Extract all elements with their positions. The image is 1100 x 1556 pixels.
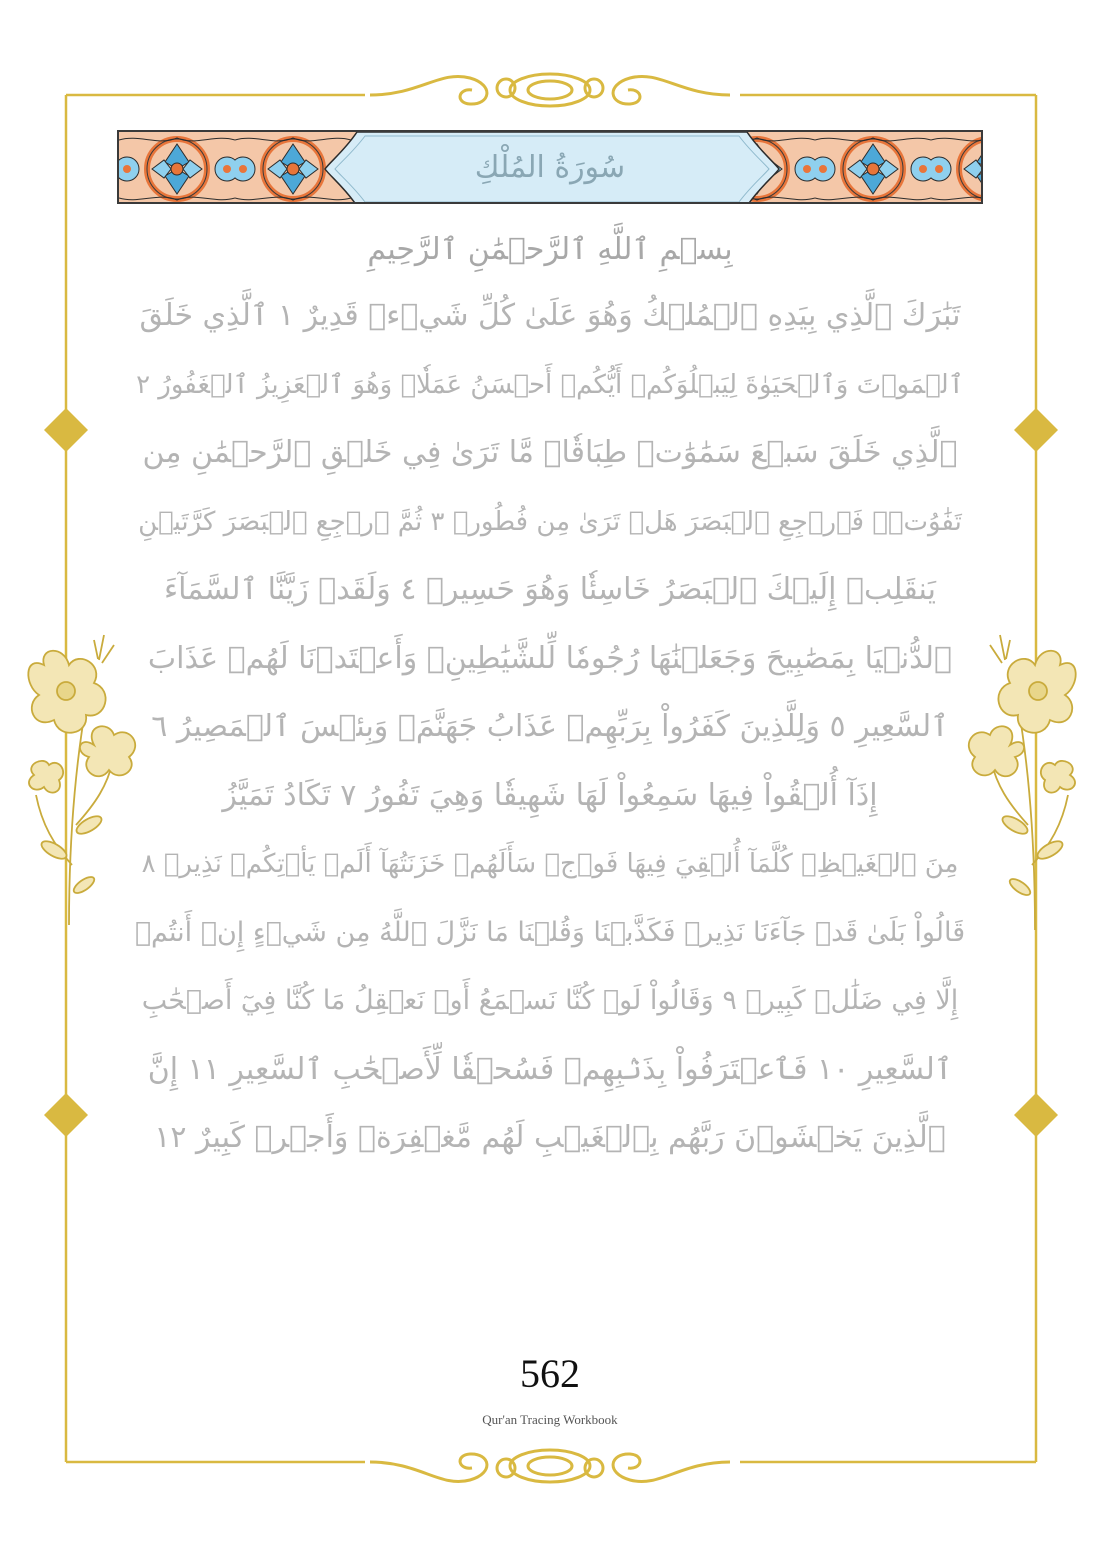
verse-line-2: ٱلۡمَوۡتَ وَٱلۡحَيَوٰةَ لِيَبۡلُوَكُمۡ أَيُّكُمۡ أَحۡسَنُ عَمَلٗاۚ وَهُوَ ٱلۡعَزِيزُ ٱلۡغَفُورُ ٢: [136, 369, 964, 400]
bottom-ornament-icon: [370, 1450, 730, 1482]
diamond-left-bottom-icon: [44, 1093, 88, 1137]
diamond-left-top-icon: [44, 408, 88, 452]
verse-line-13: ٱلَّذِينَ يَخۡشَوۡنَ رَبَّهُم بِٱلۡغَيۡبِ لَهُم مَّغۡفِرَةٞ وَأَجۡرٞ كَبِيرٌ ١٢: [154, 1120, 946, 1155]
bismillah-line: بِسۡمِ ٱللَّهِ ٱلرَّحۡمَٰنِ ٱلرَّحِيمِ: [367, 232, 733, 267]
verse-line-5: يَنقَلِبۡ إِلَيۡكَ ٱلۡبَصَرُ خَاسِئٗا وَهُوَ حَسِيرٞ ٤ وَلَقَدۡ زَيَّنَّا ٱلسَّمَآءَ: [164, 572, 936, 607]
verses-block: [130, 218, 970, 1173]
verse-line-11: إِلَّا فِي ضَلَٰلٖ كَبِيرٖ ٩ وَقَالُواْ لَوۡ كُنَّا نَسۡمَعُ أَوۡ نَعۡقِلُ مَا كُنَّا فِيٓ أَصۡحَٰبِ: [141, 985, 959, 1016]
verse-line-1: تَبَٰرَكَ ٱلَّذِي بِيَدِهِ ٱلۡمُلۡكُ وَهُوَ عَلَىٰ كُلِّ شَيۡءٖ قَدِيرٌ ١ ٱلَّذِي خَلَقَ: [139, 298, 961, 333]
verse-line-6: ٱلدُّنۡيَا بِمَصَٰبِيحَ وَجَعَلۡنَٰهَا رُجُومٗا لِّلشَّيَٰطِينِۖ وَأَعۡتَدۡنَا لَهُمۡ عَذَابَ: [147, 640, 953, 676]
diamond-right-bottom-icon: [1014, 1093, 1058, 1137]
surah-header-banner: [117, 130, 983, 204]
right-flower-icon: [960, 625, 1090, 930]
top-ornament-icon: [370, 74, 730, 106]
verse-line-8: إِذَآ أُلۡقُواْ فِيهَا سَمِعُواْ لَهَا شَهِيقٗا وَهِيَ تَفُورُ ٧ تَكَادُ تَمَيَّزُ: [222, 777, 878, 813]
verse-line-3: ٱلَّذِي خَلَقَ سَبۡعَ سَمَٰوَٰتٖ طِبَاقٗاۖ مَّا تَرَىٰ فِي خَلۡقِ ٱلرَّحۡمَٰنِ مِن: [142, 435, 958, 470]
page-number: 562: [520, 1351, 580, 1396]
verse-line-4: تَفَٰوُتٖۖ فَٱرۡجِعِ ٱلۡبَصَرَ هَلۡ تَرَىٰ مِن فُطُورٖ ٣ ثُمَّ ٱرۡجِعِ ٱلۡبَصَرَ كَرَّتَيۡنِ: [138, 506, 962, 537]
book-title: Qur'an Tracing Workbook: [482, 1412, 618, 1427]
verse-line-12: ٱلسَّعِيرِ ١٠ فَٱعۡتَرَفُواْ بِذَنۢبِهِمۡ فَسُحۡقٗا لِّأَصۡحَٰبِ ٱلسَّعِيرِ ١١ إِنَّ: [147, 1051, 953, 1087]
verse-line-9: مِنَ ٱلۡغَيۡظِۖ كُلَّمَآ أُلۡقِيَ فِيهَا فَوۡجٞ سَأَلَهُمۡ خَزَنَتُهَآ أَلَمۡ يَأۡتِكُمۡ نَذِيرٞ ٨: [141, 849, 959, 879]
diamond-right-top-icon: [1014, 408, 1058, 452]
verse-line-10: قَالُواْ بَلَىٰ قَدۡ جَآءَنَا نَذِيرٞ فَكَذَّبۡنَا وَقُلۡنَا مَا نَزَّلَ ٱللَّهُ مِن شَيۡءٍ إِنۡ أَنتُمۡ: [134, 916, 966, 948]
left-flower-icon: [14, 625, 144, 925]
verse-line-7: ٱلسَّعِيرِ ٥ وَلِلَّذِينَ كَفَرُواْ بِرَبِّهِمۡ عَذَابُ جَهَنَّمَۖ وَبِئۡسَ ٱلۡمَصِيرُ ٦: [151, 709, 949, 744]
surah-title: سُورَةُ المُلْكِ: [474, 150, 626, 185]
